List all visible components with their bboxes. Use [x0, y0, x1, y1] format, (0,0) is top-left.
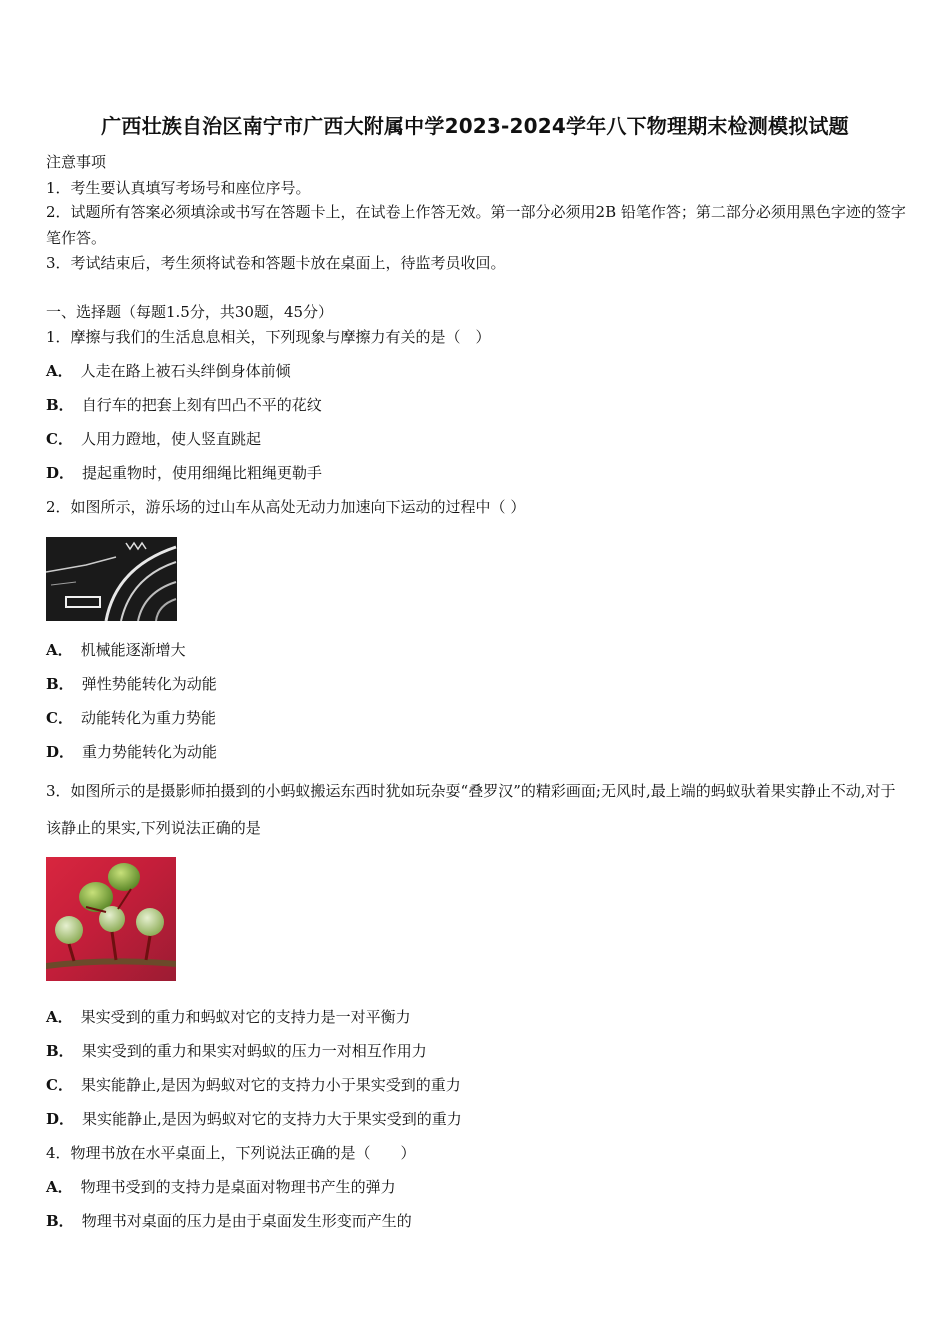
option-letter: A． — [46, 1008, 73, 1026]
notice-item: 2．试题所有答案必须填涂或书写在答题卡上，在试卷上作答无效。第一部分必须用2B 铅笔作答；第二部分必须用黑色字迹的签字笔作答。 — [46, 203, 906, 247]
option-c — [46, 1074, 461, 1096]
option-b — [46, 1210, 412, 1232]
option-letter: C． — [46, 709, 73, 727]
option-letter: A． — [46, 1178, 73, 1196]
option-letter: B． — [46, 675, 74, 693]
option-letter: D． — [46, 464, 75, 482]
option-b — [46, 673, 217, 695]
option-b — [46, 1040, 427, 1062]
option-c — [46, 428, 261, 450]
ants-fruit-drawing — [46, 857, 176, 981]
option-d — [46, 1108, 462, 1130]
notice-item: 1．考生要认真填写考场号和座位序号。 — [46, 179, 311, 197]
option-text: 人用力蹬地，使人竖直跳起 — [80, 430, 261, 448]
option-letter: D． — [46, 743, 75, 761]
option-text: 提起重物时，使用细绳比粗绳更勒手 — [82, 464, 323, 482]
option-a — [46, 360, 291, 382]
option-letter: D． — [46, 1110, 75, 1128]
option-text: 果实受到的重力和果实对蚂蚁的压力一对相互作用力 — [81, 1042, 427, 1060]
option-text: 自行车的把套上刻有凹凸不平的花纹 — [81, 396, 322, 414]
roller-coaster-image — [46, 537, 177, 621]
option-letter: A． — [46, 362, 73, 380]
option-d — [46, 741, 217, 763]
option-letter: C． — [46, 430, 73, 448]
option-text: 果实能静止,是因为蚂蚁对它的支持力小于果实受到的重力 — [80, 1076, 461, 1094]
ants-fruit-image — [46, 857, 176, 981]
option-letter: B． — [46, 1212, 74, 1230]
option-text: 人走在路上被石头绊倒身体前倾 — [80, 362, 291, 380]
option-letter: A． — [46, 641, 73, 659]
option-text: 物理书对桌面的压力是由于桌面发生形变而产生的 — [81, 1212, 412, 1230]
option-a — [46, 1176, 396, 1198]
question-stem: 1．摩擦与我们的生活息息相关，下列现象与摩擦力有关的是（ ） — [46, 328, 491, 346]
option-letter: B． — [46, 396, 74, 414]
option-b — [46, 394, 322, 416]
option-text: 弹性势能转化为动能 — [81, 675, 217, 693]
option-c — [46, 707, 216, 729]
option-a — [46, 639, 186, 661]
option-letter: B． — [46, 1042, 74, 1060]
notice-heading: 注意事项 — [46, 153, 107, 171]
roller-coaster-drawing — [46, 537, 177, 621]
option-d — [46, 462, 322, 484]
section-heading: 一、选择题（每题1.5分，共30题，45分） — [46, 303, 334, 321]
option-text: 果实能静止,是因为蚂蚁对它的支持力大于果实受到的重力 — [82, 1110, 462, 1128]
notice-item: 3．考试结束后，考生须将试卷和答题卡放在桌面上，待监考员收回。 — [46, 254, 506, 272]
page-title: 广西壮族自治区南宁市广西大附属中学2023-2024学年八下物理期末检测模拟试题 — [101, 114, 849, 138]
option-letter: C． — [46, 1076, 73, 1094]
question-stem: 4．物理书放在水平桌面上，下列说法正确的是（ ） — [46, 1144, 416, 1162]
option-text: 动能转化为重力势能 — [80, 709, 216, 727]
option-text: 机械能逐渐增大 — [80, 641, 186, 659]
option-text: 果实受到的重力和蚂蚁对它的支持力是一对平衡力 — [80, 1008, 411, 1026]
option-text: 重力势能转化为动能 — [82, 743, 218, 761]
question-stem: 3．如图所示的是摄影师拍摄到的小蚂蚁搬运东西时犹如玩杂耍“叠罗汉”的精彩画面;无风时,最上端的蚂蚁驮着果实静止不动,对于该静止的果实,下列说法正确的是 — [46, 782, 896, 837]
option-text: 物理书受到的支持力是桌面对物理书产生的弹力 — [80, 1178, 396, 1196]
option-a — [46, 1006, 411, 1028]
question-stem: 2．如图所示，游乐场的过山车从高处无动力加速向下运动的过程中（ ） — [46, 498, 526, 516]
